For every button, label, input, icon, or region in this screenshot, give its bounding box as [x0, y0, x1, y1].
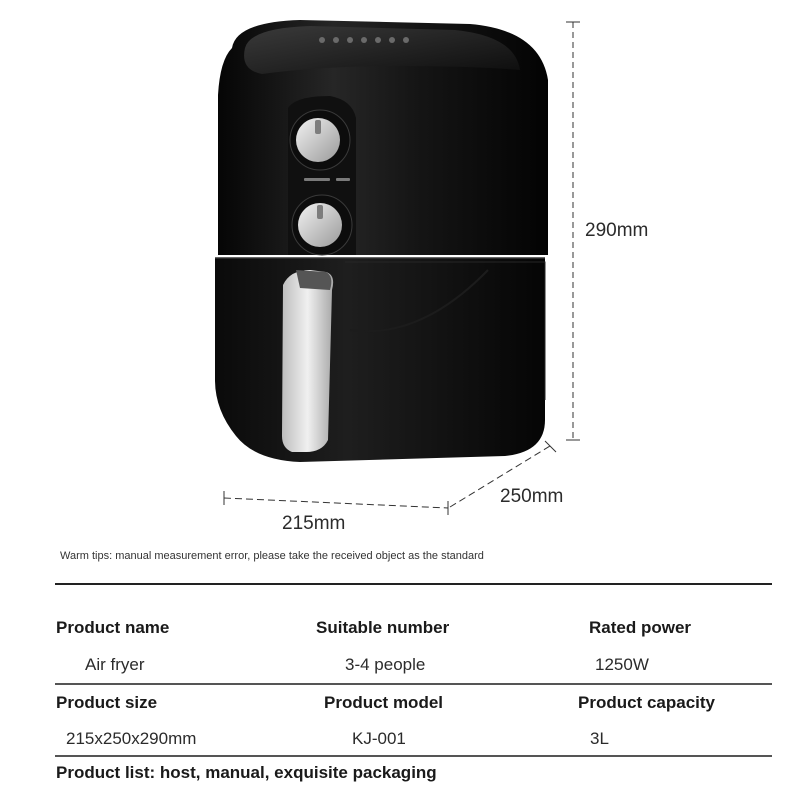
air-fryer-body [218, 20, 548, 255]
product-name-label: Product name [56, 618, 170, 637]
product-model-value: KJ-001 [352, 729, 406, 748]
product-name-value: Air fryer [85, 655, 145, 674]
product-size-label: Product size [56, 693, 158, 712]
timer-knob [290, 110, 350, 170]
dial-markings [304, 178, 350, 181]
rated-power-label: Rated power [589, 618, 692, 637]
product-size-value: 215x250x290mm [66, 729, 197, 748]
rated-power-value: 1250W [595, 655, 649, 674]
product-capacity-label: Product capacity [578, 693, 715, 712]
table-middle-divider [55, 683, 772, 685]
temperature-knob [292, 195, 352, 255]
depth-dimension-label: 250mm [500, 486, 564, 507]
basket-drawer [215, 258, 545, 462]
table-top-divider [55, 583, 772, 585]
suitable-number-value: 3-4 people [345, 655, 426, 674]
table-bottom-divider [55, 755, 772, 757]
product-model-label: Product model [324, 693, 444, 712]
drawer-handle [282, 270, 333, 452]
suitable-number-label: Suitable number [316, 618, 450, 637]
warm-tip-note: Warm tips: manual measurement error, please take the received object as the standard [60, 550, 484, 562]
product-capacity-value: 3L [590, 729, 609, 748]
width-dimension-label: 215mm [282, 513, 346, 534]
product-list-text: Product list: host, manual, exquisite packaging [56, 763, 437, 782]
height-dimension-label: 290mm [585, 220, 649, 241]
